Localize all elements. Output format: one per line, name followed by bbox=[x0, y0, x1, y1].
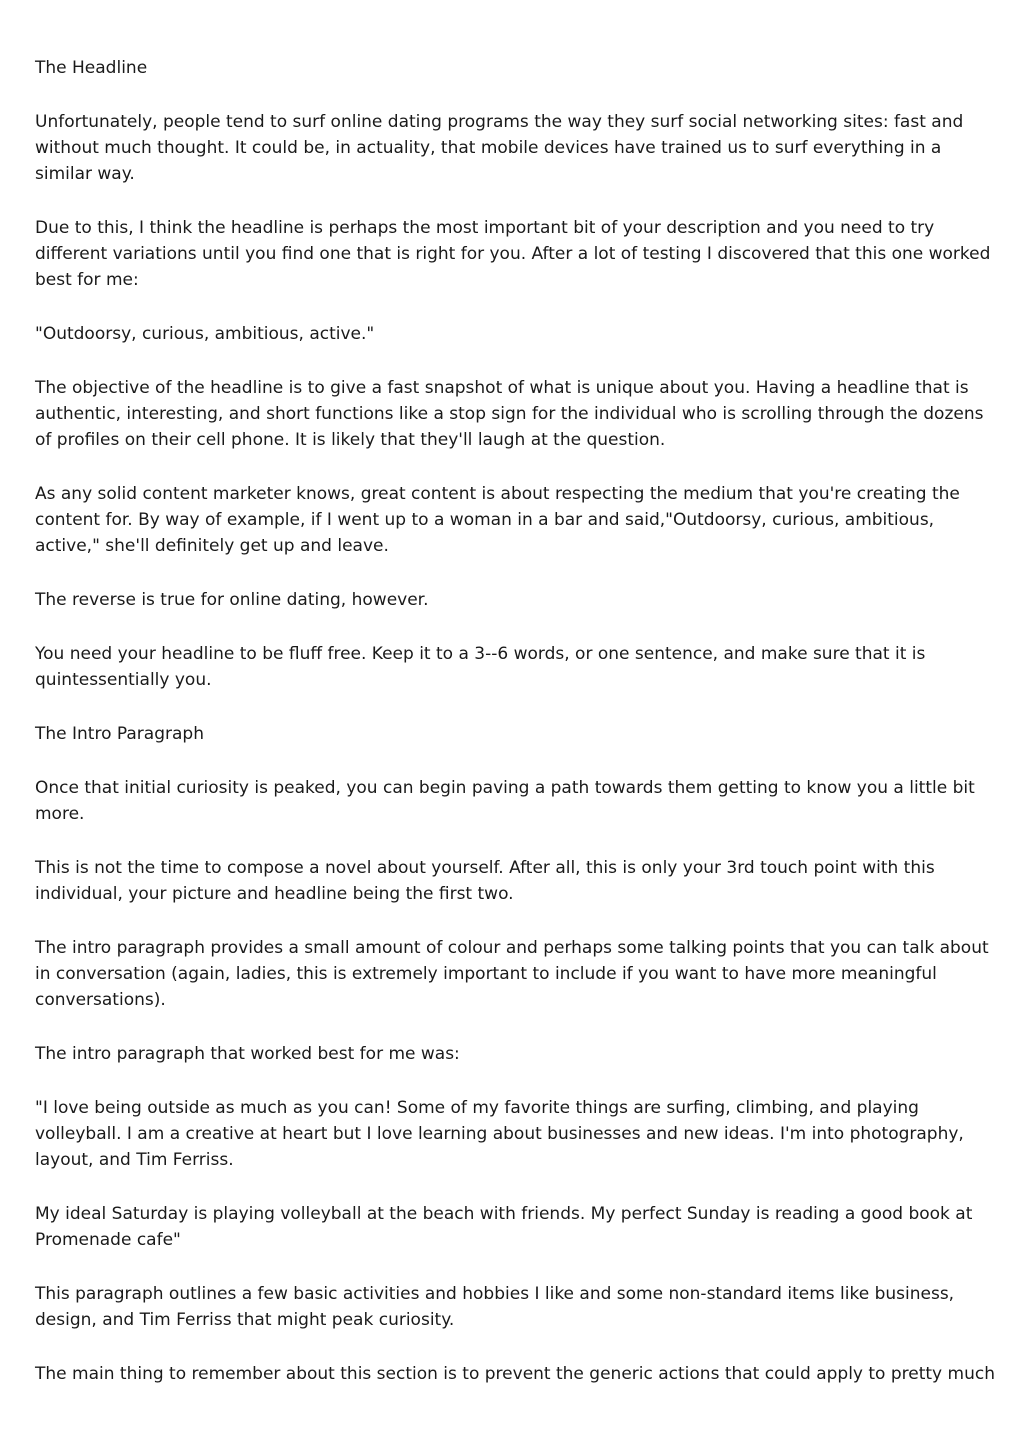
intro-example-quote: "I love being outside as much as you can! Some of my favorite things are surfing, climbing, and playing volleyball. I am a creative at heart but I love learning about businesses and new ideas. I'm into photography, layout, and Tim Ferriss. bbox=[35, 1098, 964, 1170]
paragraph: The main thing to remember about this section is to prevent the generic actions that could apply to pretty much bbox=[35, 1364, 995, 1384]
paragraph: This is not the time to compose a novel about yourself. After all, this is only your 3rd touch point with this individual, your picture and headline being the first two. bbox=[35, 858, 935, 904]
paragraph: Due to this, I think the headline is perhaps the most important bit of your description and you need to try different variations until you find one that is right for you. After a lot of testing I discovered that this one worked best for me: bbox=[35, 218, 991, 290]
document-body bbox=[35, 55, 995, 1415]
intro-example-quote-continued: My ideal Saturday is playing volleyball at the beach with friends. My perfect Sunday is reading a good book at Promenade cafe" bbox=[35, 1204, 973, 1250]
paragraph: The reverse is true for online dating, however. bbox=[35, 590, 429, 610]
paragraph: The intro paragraph that worked best for me was: bbox=[35, 1044, 460, 1064]
paragraph: Once that initial curiosity is peaked, you can begin paving a path towards them getting to know you a little bit more. bbox=[35, 778, 975, 824]
paragraph: This paragraph outlines a few basic activities and hobbies I like and some non-standard items like business, design, and Tim Ferriss that might peak curiosity. bbox=[35, 1284, 955, 1330]
paragraph: Unfortunately, people tend to surf online dating programs the way they surf social networking sites: fast and without much thought. It could be, in actuality, that mobile devices have trained us to surf everything in a similar way. bbox=[35, 112, 964, 184]
section-heading-intro-paragraph: The Intro Paragraph bbox=[35, 724, 204, 744]
section-heading-headline: The Headline bbox=[35, 58, 148, 78]
paragraph: As any solid content marketer knows, great content is about respecting the medium that you're creating the content for. By way of example, if I went up to a woman in a bar and said,"Outdoorsy, curious, ambitious, active," she'll definitely get up and leave. bbox=[35, 484, 960, 556]
paragraph: You need your headline to be fluff free. Keep it to a 3--6 words, or one sentence, and make sure that it is quintessentially you. bbox=[35, 644, 926, 690]
paragraph: The objective of the headline is to give a fast snapshot of what is unique about you. Having a headline that is authentic, interesting, and short functions like a stop sign for the individual who is scrolling through the dozens of profiles on their cell phone. It is likely that they'll laugh at the question. bbox=[35, 378, 984, 450]
paragraph: The intro paragraph provides a small amount of colour and perhaps some talking points that you can talk about in conversation (again, ladies, this is extremely important to include if you want to have more meaningful conversations). bbox=[35, 938, 989, 1010]
headline-example-quote: "Outdoorsy, curious, ambitious, active." bbox=[35, 324, 375, 344]
